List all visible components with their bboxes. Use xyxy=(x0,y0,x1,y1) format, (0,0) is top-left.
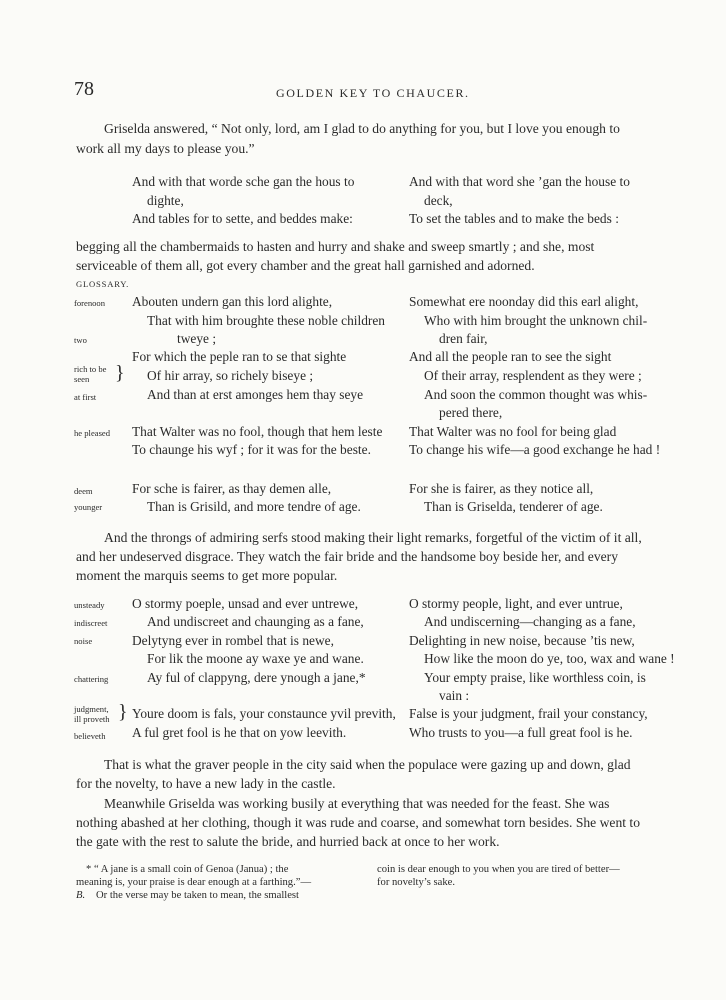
glossary-note: he pleased xyxy=(74,428,111,438)
footnote-line: meaning is, your praise is dear enough at a farthing.”— xyxy=(76,877,312,888)
modern-verse-line: False is your judgment, frail your constancy, xyxy=(409,706,648,721)
original-verse-line: Of hir array, so richely biseye ; xyxy=(147,368,314,383)
original-verse-line: For which the peple ran to se that sighte xyxy=(132,349,347,364)
original-verse-line: And than at erst amonges hem thay seye xyxy=(147,387,364,402)
prose-line: work all my days to please you.” xyxy=(76,141,255,156)
modern-verse-line: To change his wife—a good exchange he had ! xyxy=(409,442,661,457)
modern-verse-line: Who with him brought the unknown chil- xyxy=(424,313,648,328)
glossary-note: forenoon xyxy=(74,298,106,308)
modern-verse-line: And all the people ran to see the sight xyxy=(409,349,612,364)
footnote-line: coin is dear enough to you when you are tired of better— xyxy=(377,864,620,875)
modern-verse-line: Delighting in new noise, because ’tis new, xyxy=(409,633,635,648)
glossary-note: judgment, xyxy=(74,704,109,714)
glossary-note: ill proveth xyxy=(74,714,110,724)
modern-verse-line: deck, xyxy=(424,193,453,208)
glossary-note: two xyxy=(74,335,87,345)
modern-verse-line: Somewhat ere noonday did this earl alight, xyxy=(409,294,639,309)
original-verse-line: For lik the moone ay waxe ye and wane. xyxy=(147,651,364,666)
modern-verse-line: That Walter was no fool for being glad xyxy=(409,424,617,439)
modern-verse-line: For she is fairer, as they notice all, xyxy=(409,481,594,496)
glossary-note: younger xyxy=(74,502,103,512)
original-verse-line: That with him broughte these noble children xyxy=(147,313,385,328)
prose-line: the gate with the rest to salute the bride, and hurried back at once to her work. xyxy=(76,834,500,849)
original-verse-line: That Walter was no fool, though that hem leste xyxy=(132,424,383,439)
modern-verse-line: And soon the common thought was whis- xyxy=(424,387,648,402)
original-verse-line: And with that worde sche gan the hous to xyxy=(132,174,355,189)
footnote-line: Or the verse may be taken to mean, the smallest xyxy=(96,890,299,901)
original-verse-line: And tables for to sette, and beddes make: xyxy=(132,211,353,226)
prose-line: Griselda answered, “ Not only, lord, am I glad to do anything for you, but I love you enough to xyxy=(104,121,620,136)
original-verse-line: A ful gret fool is he that on yow leevith. xyxy=(132,725,347,740)
modern-verse-line: vain : xyxy=(439,688,470,703)
glossary-note: deem xyxy=(74,486,93,496)
glossary-note: rich to be xyxy=(74,364,107,374)
prose-line: and her undeserved disgrace. They watch the fair bride and the handsome boy beside her, and every xyxy=(76,549,618,564)
original-verse-line: Ay ful of clappyng, dere ynough a jane,* xyxy=(147,670,366,685)
glossary-note: unsteady xyxy=(74,600,105,610)
prose-line: nothing abashed at her clothing, though it was rude and coarse, and somewhat torn besides. She went to xyxy=(76,815,641,830)
prose-line: That is what the graver people in the city said when the populace were gazing up and down, glad xyxy=(104,757,631,772)
glossary-note: at first xyxy=(74,392,97,402)
brace-glyph: } xyxy=(115,362,125,384)
glossary-note: chattering xyxy=(74,674,109,684)
modern-verse-line: Who trusts to you—a full great fool is he. xyxy=(409,725,633,740)
modern-verse-line: And with that word she ’gan the house to xyxy=(409,174,630,189)
modern-verse-line: Of their array, resplendent as they were ; xyxy=(424,368,642,383)
modern-verse-line: O stormy people, light, and ever untrue, xyxy=(409,596,623,611)
modern-verse-line: How like the moon do ye, too, wax and wane ! xyxy=(424,651,675,666)
glossary-heading: GLOSSARY. xyxy=(76,279,130,289)
brace-glyph: } xyxy=(118,701,128,723)
glossary-note: seen xyxy=(74,374,90,384)
footnote-line: B. xyxy=(76,890,86,901)
modern-verse-line: dren fair, xyxy=(439,331,488,346)
prose-line: for the novelty, to have a new lady in the castle. xyxy=(76,776,336,791)
original-verse-line: To chaunge his wyf ; for it was for the beste. xyxy=(132,442,371,457)
prose-line: serviceable of them all, got every chamber and the great hall garnished and adorned. xyxy=(76,258,535,273)
prose-line: Meanwhile Griselda was working busily at everything that was needed for the feast. She was xyxy=(104,796,610,811)
original-verse-line: For sche is fairer, as thay demen alle, xyxy=(132,481,332,496)
modern-verse-line: pered there, xyxy=(439,405,503,420)
original-verse-line: And undiscreet and chaunging as a fane, xyxy=(147,614,364,629)
glossary-note: noise xyxy=(74,636,93,646)
modern-verse-line: Than is Griselda, tenderer of age. xyxy=(424,499,603,514)
prose-line: begging all the chambermaids to hasten and hurry and shake and sweep smartly ; and she, most xyxy=(76,239,595,254)
footnote-line: for novelty’s sake. xyxy=(377,877,455,888)
modern-verse-line: Your empty praise, like worthless coin, is xyxy=(424,670,646,685)
prose-line: And the throngs of admiring serfs stood making their light remarks, forgetful of the victim of it all, xyxy=(104,530,642,545)
glossary-note: indiscreet xyxy=(74,618,108,628)
original-verse-line: O stormy poeple, unsad and ever untrewe, xyxy=(132,596,359,611)
modern-verse-line: To set the tables and to make the beds : xyxy=(409,211,619,226)
original-verse-line: Abouten undern gan this lord alighte, xyxy=(132,294,333,309)
original-verse-line: Delytyng ever in rombel that is newe, xyxy=(132,633,334,648)
original-verse-line: tweye ; xyxy=(177,331,217,346)
glossary-note: believeth xyxy=(74,731,106,741)
prose-line: moment the marquis seems to get more popular. xyxy=(76,568,338,583)
footnote-line: * “ A jane is a small coin of Genoa (Janua) ; the xyxy=(86,864,289,875)
modern-verse-line: And undiscerning—changing as a fane, xyxy=(424,614,636,629)
original-verse-line: Than is Grisild, and more tendre of age. xyxy=(147,499,361,514)
original-verse-line: Youre doom is fals, your constaunce yvil previth, xyxy=(132,706,396,721)
original-verse-line: dighte, xyxy=(147,193,184,208)
running-title: GOLDEN KEY TO CHAUCER. xyxy=(276,86,470,100)
page-number: 78 xyxy=(74,78,94,100)
